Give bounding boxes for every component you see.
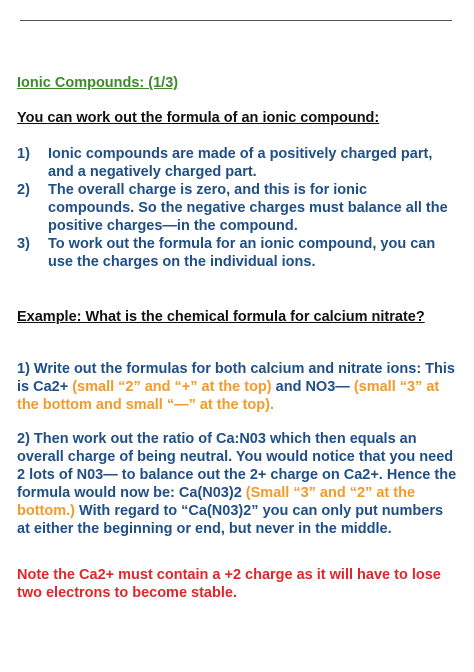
list-text: Ionic compounds are made of a positively charged part, and a negatively charged part. [48, 146, 433, 180]
step-two-text: 2) Then work out the ratio of Ca:N03 which then equals an overall charge of being neutral. You would notice that you need 2 lots of N03— to balance out the 2+ charge on Ca2+. Hence the formula would now be: Ca(N03)2 [17, 431, 457, 501]
page-title: Ionic Compounds: (1/3) [17, 75, 179, 91]
list-item [17, 235, 457, 271]
list-text: The overall charge is zero, and this is for ionic compounds. So the negative charges must balance all the positive charges—in the compound. [48, 182, 448, 234]
list-number: 3) [17, 236, 30, 252]
list-item [17, 145, 457, 181]
numbered-list [17, 145, 457, 271]
example-heading: Example: What is the chemical formula for calcium nitrate? [17, 309, 425, 325]
step-two-paragraph [17, 430, 457, 538]
formula-note-highlight: (Small “3” and “2” at the bottom.) [17, 485, 416, 519]
top-divider [20, 20, 452, 21]
step-one-text: 1) Write out the formulas for both calcium and nitrate ions: This is Ca2+ [17, 361, 455, 395]
step-one-text-cont: and NO3— [271, 379, 354, 395]
intro-heading: You can work out the formula of an ionic compound: [17, 110, 380, 126]
ca-note-highlight: (small “2” and “+” at the top) [72, 379, 272, 395]
list-number: 1) [17, 146, 30, 162]
list-item [17, 181, 457, 235]
stability-note: Note the Ca2+ must contain a +2 charge as it will have to lose two electrons to become stable. [17, 567, 441, 601]
no3-note-highlight: (small “3” at the bottom and small “—” at the top). [17, 379, 440, 413]
list-number: 2) [17, 182, 30, 198]
step-two-text-cont: With regard to “Ca(N03)2” you can only put numbers at either the beginning or end, but never in the middle. [17, 503, 444, 537]
list-text: To work out the formula for an ionic compound, you can use the charges on the individual ions. [48, 236, 436, 270]
step-one-paragraph [17, 360, 457, 414]
